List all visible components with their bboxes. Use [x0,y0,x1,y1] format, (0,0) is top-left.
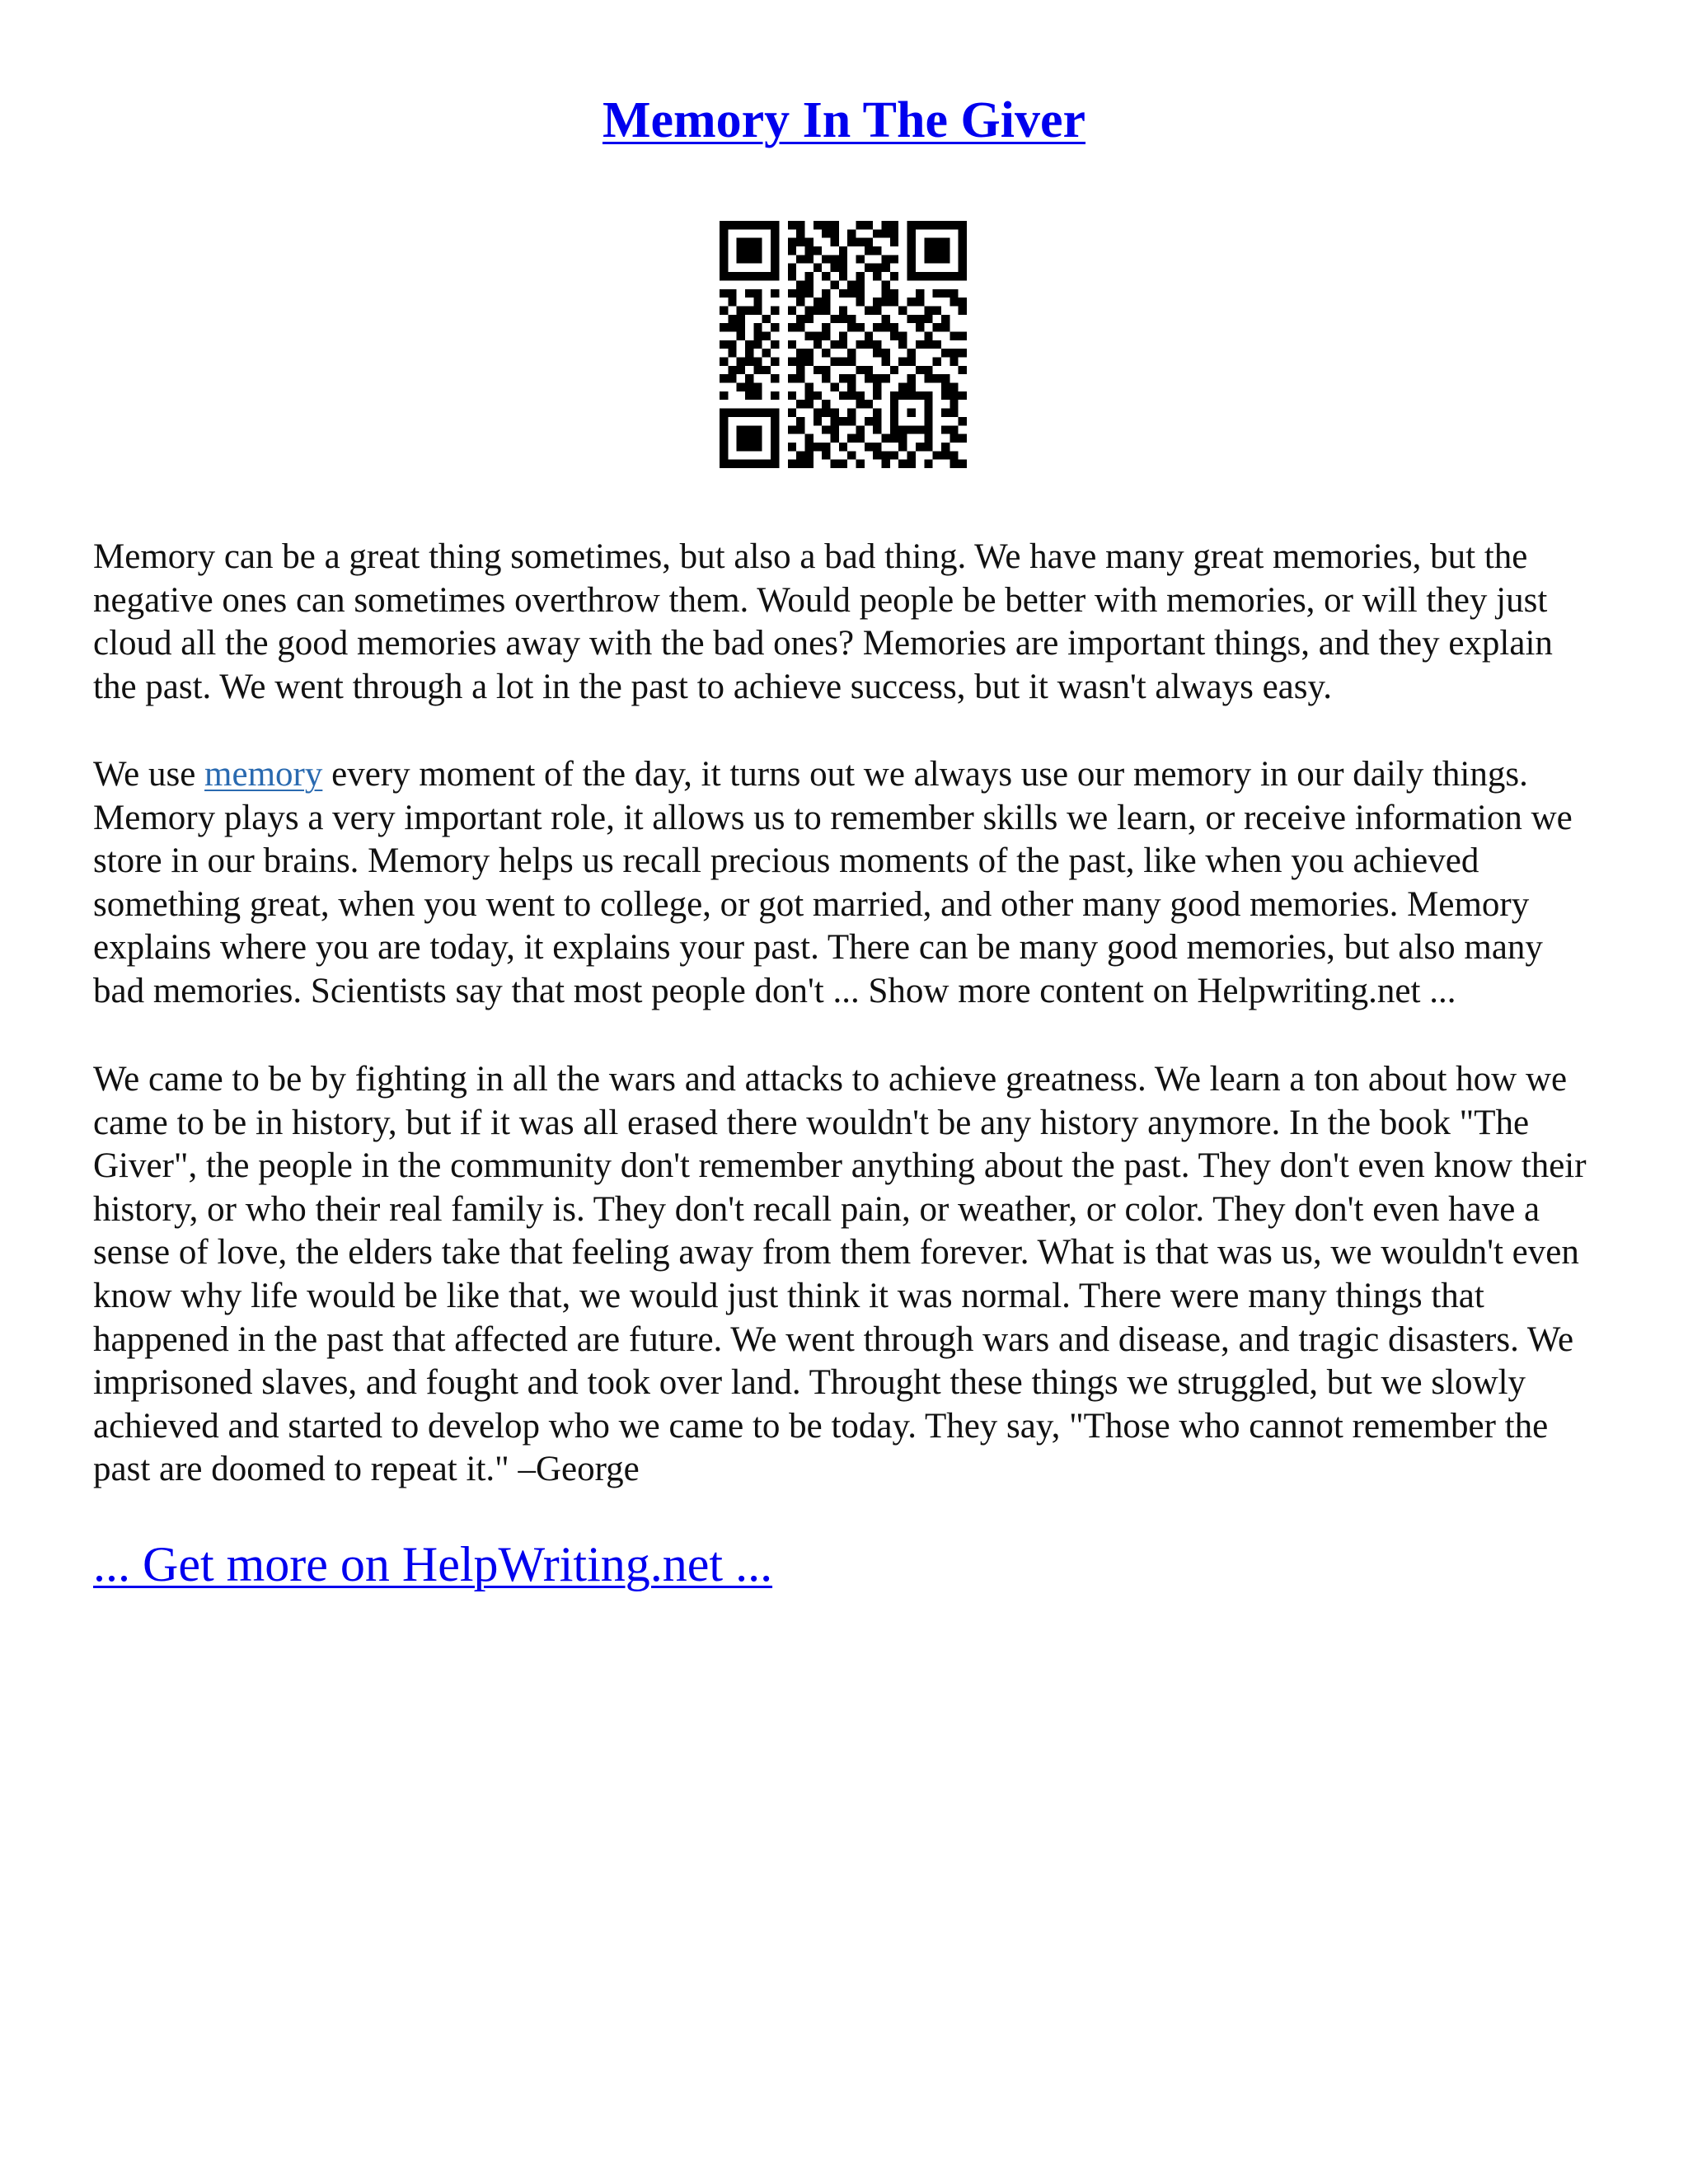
paragraph-intro: Memory can be a great thing sometimes, but also a bad thing. We have many great memories, but the negative ones can sometimes overthrow them. Would people be better with memories, or will they just cloud all the good memories away with the bad ones? Memories are important things, and they explain the past. We went through a lot in the past to achieve success, but it wasn't always easy. [93,537,1553,706]
get-more-link-container [93,1535,772,1594]
paragraph-history: We came to be by fighting in all the wars and attacks to achieve greatness. We learn a ton about how we came to be in history, but if it was all erased there wouldn't be any history anymore. In the book "The Giver", the people in the community don't remember anything about the past. They don't even know their history, or who their real family is. They don't recall pain, or weather, or color. They don't even have a sense of love, the elders take that feeling away from them forever. What is that was us, we wouldn't even know why life would be like that, we would just think it was normal. There were many things that happened in the past that affected are future. We went through wars and disease, and tragic disasters. We imprisoned slaves, and fought and took over land. Throught these things we struggled, but we slowly achieved and started to develop who we came to be today. They say, "Those who cannot remember the past are doomed to repeat it." –George [93,1060,1587,1489]
paragraph-memory-use [93,753,1601,1014]
title-link[interactable]: Memory In The Giver [602,92,1086,148]
qr-code-icon [720,221,967,468]
get-more-link[interactable]: ... Get more on HelpWriting.net ... [93,1537,773,1591]
paragraph-text-segment: every moment of the day, it turns out we always use our memory in our daily things. Memory plays a very important role, it allows us to remember skills we learn, or receive information we store in our brains. Memory helps us recall precious moments of the past, like when you achieved something great, when you went to college, or got married, and other many good memories. Memory explains where you are today, it explains your past. There can be many good memories, but also many bad memories. Scientists say that most people don't ... Show more content on Helpwriting.net ... [93,755,1573,1010]
page-title [0,89,1688,152]
paragraph-text-segment: We use [93,755,205,794]
memory-link[interactable]: memory [204,755,323,794]
